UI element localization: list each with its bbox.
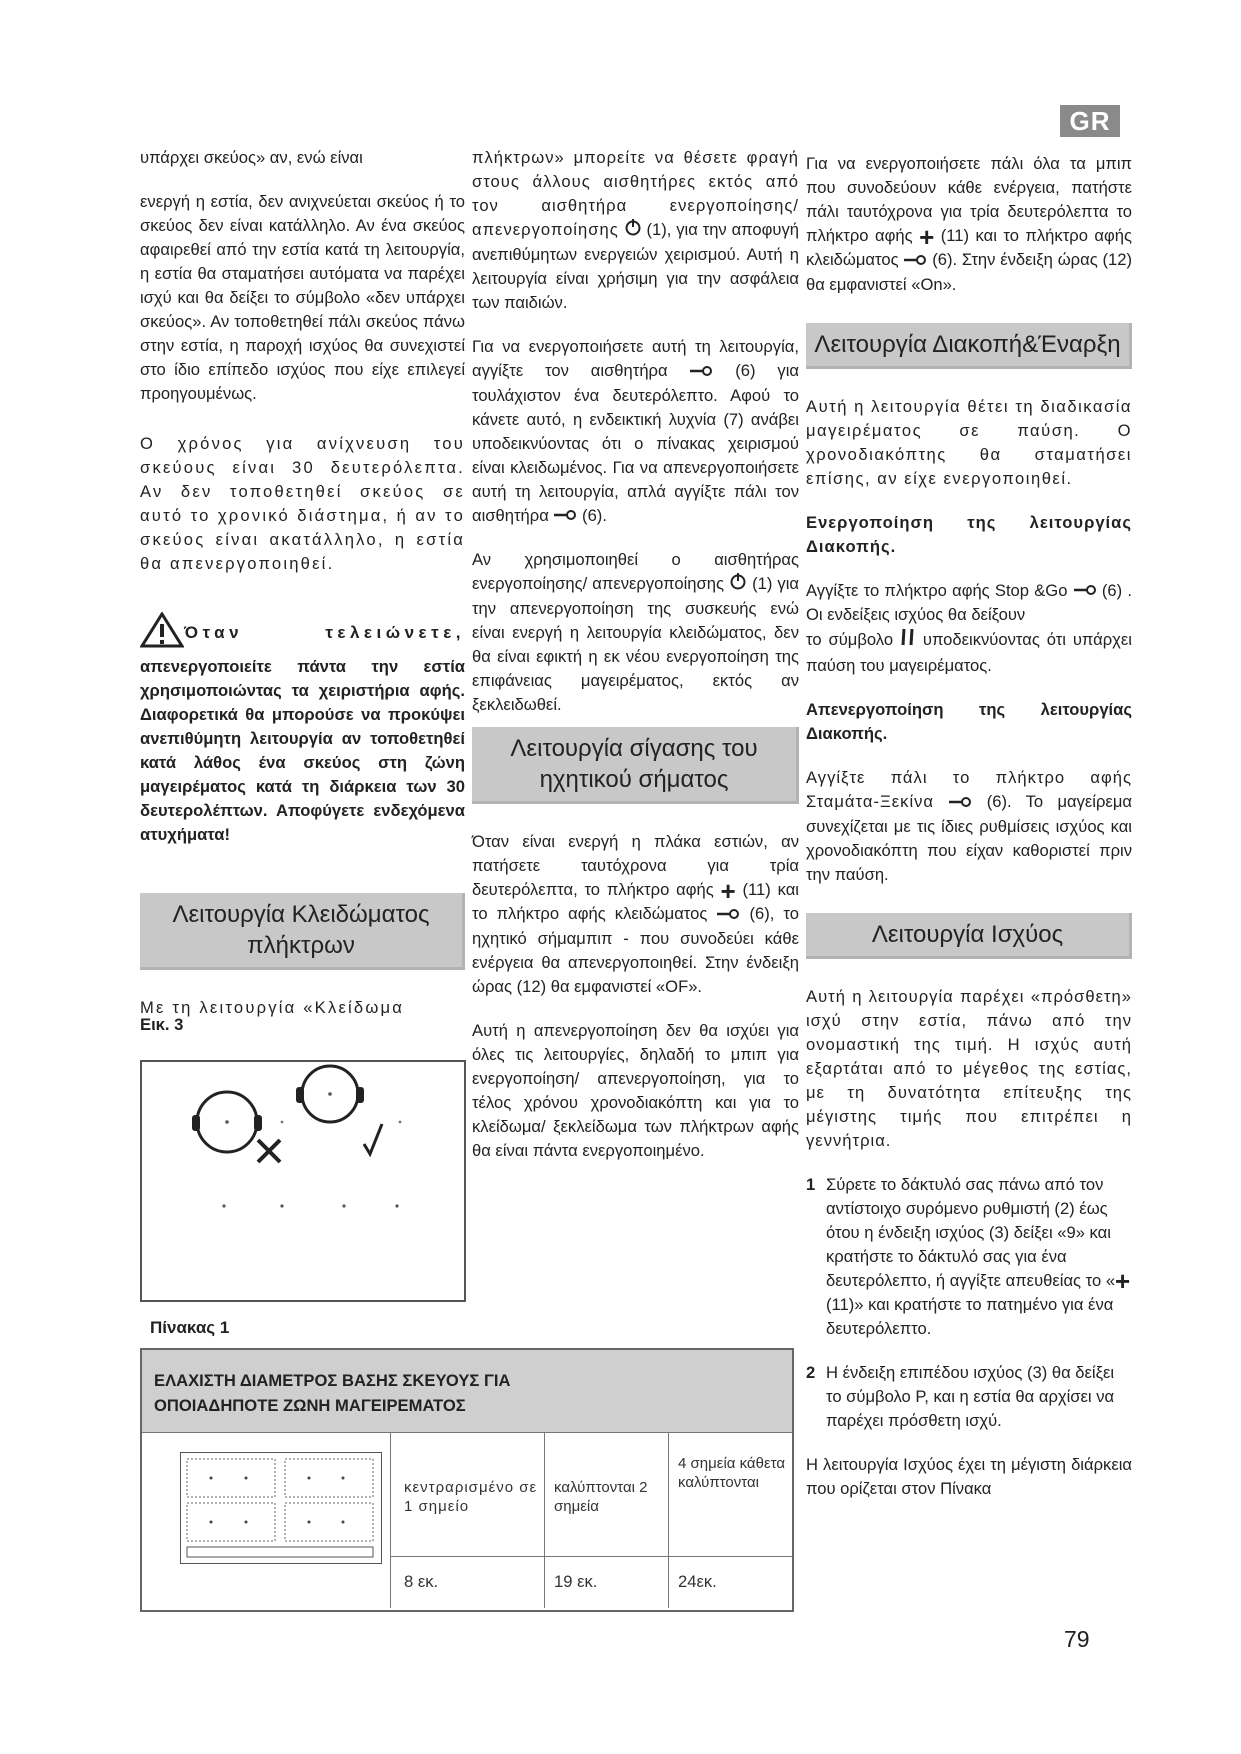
column-2 xyxy=(472,146,799,1163)
text-span: (1), για την αποφυγή ανεπιθύμητων ενεργειών χειρισμού. Αυτή η λειτουργία είναι χρήσιμη για την ασφάλεια των παιδιών. xyxy=(472,220,799,313)
power-steps-list xyxy=(806,1173,1132,1433)
power-icon xyxy=(624,218,642,243)
table-column-header: καλύπτονται 2 σημεία xyxy=(554,1479,648,1515)
text-span: (11) και το πλήκτρο αφής κλειδώματος xyxy=(472,880,799,924)
plus-icon: + xyxy=(919,221,935,252)
key-lock-icon xyxy=(689,360,713,384)
plus-icon: + xyxy=(1115,1266,1131,1297)
list-number: 1 xyxy=(806,1174,816,1194)
text-span: Αν χρησιμοποιηθεί ο αισθητήρας ενεργοποίησης/ απενεργοποίησης xyxy=(472,550,799,594)
warning-icon xyxy=(140,612,184,655)
key-lock-icon xyxy=(903,249,927,273)
table-column-header: κεντραρισμένο σε 1 σημείο xyxy=(404,1479,538,1515)
paragraph: ενεργή η εστία, δεν ανιχνεύεται σκεύος ή το σκεύος δεν είναι κατάλληλο. Αν ένα σκεύος αφαιρεθεί από την εστία κατά τη λειτουργία, η εστία θα σταματήσει αυτόματα να παρέχει ισχύ και θα δείξει το σύμβολο «δεν υπάρχει σκεύος». Αν τοποθετηθεί πάλι σκεύος πάνω στην εστία, η παροχή ισχύος θα συνεχιστεί στο ίδιο επίπεδο ισχύος που είχε επιλεγεί προηγουμένως. xyxy=(140,192,465,403)
paragraph xyxy=(806,152,1132,297)
key-lock-icon xyxy=(553,504,577,528)
section-title-pause: Λειτουργία Διακοπή&Έναρξη xyxy=(806,323,1132,369)
text-span: Για να ενεργοποιήσετε πάλι όλα τα μπιπ που συνοδεύουν κάθε ενέργεια, πατήστε πάλι ταυτόχρονα για τρία δευτερόλεπτα το πλήκτρο αφής xyxy=(806,154,1132,245)
list-item xyxy=(806,1173,1132,1341)
warning-block xyxy=(140,612,465,847)
paragraph: Αυτή η απενεργοποίηση δεν θα ισχύει για όλες τις λειτουργίες, δηλαδή το μπιπ για ενεργοποίηση/ απενεργοποίηση, για το τέλος χρόνου χρονοδιακόπτη και για το κλείδωμα/ ξεκλείδωμα των πλήκτρων αφής θα είναι πάντα ενεργοποιημένο. xyxy=(472,1021,799,1161)
warning-text: απενεργοποιείτε πάντα την εστία χρησιμοποιώντας τα χειριστήρια αφής. Διαφορετικά θα μπορούσε να προκύψει ανεπιθύμητη λειτουργία αν τοποθετηθεί κατά λάθος ένα σκεύος στη ζώνη μαγειρέματος κατά τη διάρκεια των 30 δευτερολέπτων. Αποφύγετε ενδεχόμενα ατυχήματα! xyxy=(140,657,465,844)
pause-icon xyxy=(900,627,916,654)
hob-zones-diagram xyxy=(180,1452,382,1564)
text-span: Σύρετε το δάκτυλό σας πάνω από τον αντίστοιχο συρόμενο ρυθμιστή (2) έως ότου η ένδειξη ισχύος (3) δείξει «9» και κρατήστε το δάκτυλό σας για ένα δευτερόλεπτο, ή αγγίξτε απευθείας το « xyxy=(826,1174,1116,1290)
paragraph: υπάρχει σκεύος» αν, ενώ είναι xyxy=(140,148,363,167)
page-number: 79 xyxy=(1064,1626,1090,1652)
paragraph xyxy=(472,548,799,717)
text-span: υποδεικνύοντας ότι υπάρχει παύση του μαγειρέματος. xyxy=(806,630,1132,676)
table-column-header: 4 σημεία κάθετα καλύπτονται xyxy=(678,1455,786,1491)
paragraph: Με τη λειτουργία «Κλείδωμα xyxy=(140,998,405,1017)
table-cell: 24εκ. xyxy=(678,1572,717,1591)
language-badge: GR xyxy=(1060,105,1120,137)
list-item xyxy=(806,1361,1132,1433)
text-span: (6). Στην ένδειξη ώρας (12) θα εμφανιστεί «On». xyxy=(806,250,1132,294)
table-label: Πίνακας 1 xyxy=(150,1318,230,1337)
plus-icon: + xyxy=(720,876,736,907)
paragraph xyxy=(806,579,1132,679)
paragraph xyxy=(472,335,799,528)
text-span: (11) και το πλήκτρο αφής κλειδώματος xyxy=(806,226,1132,269)
paragraph: Αυτή η λειτουργία παρέχει «πρόσθετη» ισχύ στην εστία, πάνω από την ονομαστική της τιμή. Η ισχύς αυτή εξαρτάται από το μέγεθος της εστίας, με τη δυνατότητα επίτευξης της μέγιστης τιμής που επιτρέπει η γεννήτρια. xyxy=(806,986,1132,1150)
cookware-diagram xyxy=(142,1062,464,1300)
table-cell: 8 εκ. xyxy=(404,1572,439,1591)
subheading: Απενεργοποίηση της λειτουργίας Διακοπής. xyxy=(806,700,1132,744)
paragraph: Αυτή η λειτουργία θέτει τη διαδικασία μαγειρέματος σε παύση. Ο χρονοδιακόπτης θα σταματήσει επίσης, αν είχε ενεργοποιηθεί. xyxy=(806,396,1132,488)
section-title-power: Λειτουργία Ισχύος xyxy=(806,913,1132,959)
power-icon xyxy=(729,572,747,597)
section-title-key-lock: Λειτουργία Κλειδώματος πλήκτρων xyxy=(140,893,465,970)
paragraph xyxy=(472,146,799,315)
section-title-mute: Λειτουργία σίγασης του ηχητικού σήματος xyxy=(472,727,799,804)
text-span: Αγγίξτε πάλι το πλήκτρο αφής Σταμάτα-Ξεκίνα xyxy=(806,768,1132,812)
text-span: το σύμβολο xyxy=(806,630,894,650)
text-span: Η ένδειξη επιπέδου ισχύος (3) θα δείξει το σύμβολο P, και η εστία θα αρχίσει να παρέχει πρόσθετη ισχύ. xyxy=(826,1362,1115,1430)
text-span: (1) για την απενεργοποίηση της συσκευής ενώ είναι ενεργή η λειτουργία κλειδώματος, δεν θα είναι εφικτή η εκ νέου ενεργοποίηση της επιφάνειας μαγειρέματος, εκτός αν ξεκλειδωθεί. xyxy=(472,574,799,715)
text-span: (11)» και κρατήστε το πατημένο για ένα δευτερόλεπτο. xyxy=(826,1294,1114,1338)
figure-3 xyxy=(140,1060,466,1302)
text-span: πλήκτρων» μπορείτε να θέσετε φραγή στους άλλους αισθητήρες εκτός από τον αισθητήρα ενεργοποίησης/ απενεργοποίησης xyxy=(472,148,799,239)
cookware-diameter-table xyxy=(140,1348,794,1612)
text-span: Αγγίξτε το πλήκτρο αφής Stop &Go xyxy=(806,580,1068,600)
paragraph: Η λειτουργία Ισχύος έχει τη μέγιστη διάρκεια που ορίζεται στον Πίνακα xyxy=(806,1454,1132,1498)
table-header xyxy=(142,1350,792,1433)
list-number: 2 xyxy=(806,1362,816,1382)
subheading: Ενεργοποίηση της λειτουργίας Διακοπής. xyxy=(806,512,1132,556)
key-lock-icon xyxy=(716,903,740,927)
paragraph xyxy=(806,766,1132,887)
text-span: (6). xyxy=(582,505,607,525)
column-1 xyxy=(140,146,465,1020)
warning-heading: Όταν τελειώνετε, xyxy=(184,622,465,642)
figure-label: Εικ. 3 xyxy=(140,1015,184,1034)
text-span: (6) . Οι ενδείξεις ισχύος θα δείξουν xyxy=(806,580,1132,625)
key-lock-icon xyxy=(948,791,972,815)
table-cell: 19 εκ. xyxy=(554,1572,598,1591)
text-span: (6). Το μαγείρεμα συνεχίζεται με τις ίδιες ρυθμίσεις ισχύος και χρονοδιακόπτη που είχαν καθοριστεί πριν την παύση. xyxy=(806,792,1132,884)
paragraph xyxy=(472,830,799,999)
table-header-text: ΕΛΑΧΙΣΤΗ ΔΙΑΜΕΤΡΟΣ ΒΑΣΗΣ ΣΚΕΥΟΥΣ ΓΙΑ ΟΠΟΙΑΔΗΠΟΤΕ ΖΩΝΗ ΜΑΓΕΙΡΕΜΑΤΟΣ xyxy=(154,1371,511,1415)
column-3 xyxy=(806,152,1132,1501)
text-span: (6), το ηχητικό σήμαμπιπ - που συνοδεύει κάθε ενέργεια θα απενεργοποιηθεί. Στην ένδειξη ώρας (12) θα εμφανιστεί «OF». xyxy=(472,904,799,997)
paragraph: Ο χρόνος για ανίχνευση του σκεύους είναι 30 δευτερόλεπτα. Αν δεν τοποθετηθεί σκεύος σε αυτό το χρονικό διάστημα, ή αν το σκεύος είναι ακατάλληλο, η εστία θα απενεργοποιηθεί. xyxy=(140,434,465,573)
text-span: Για να ενεργοποιήσετε αυτή τη λειτουργία, αγγίξτε τον αισθητήρα xyxy=(472,337,799,381)
text-span: (6) για τουλάχιστον ένα δευτερόλεπτο. Αφού το κάνετε αυτό, η ενδεικτική λυχνία (7) ανάβει υποδεικνύοντας ότι ο πίνακας χειρισμού είναι κλειδωμένος. Για να απενεργοποιήσετε αυτή τη λειτουργία, απλά αγγίξτε πάλι τον αισθητήρα xyxy=(472,361,799,525)
key-lock-icon xyxy=(1073,579,1097,603)
text-span: Όταν είναι ενεργή η πλάκα εστιών, αν πατήσετε ταυτόχρονα για τρία δευτερόλεπτα, το πλήκτρο αφής xyxy=(472,832,799,900)
